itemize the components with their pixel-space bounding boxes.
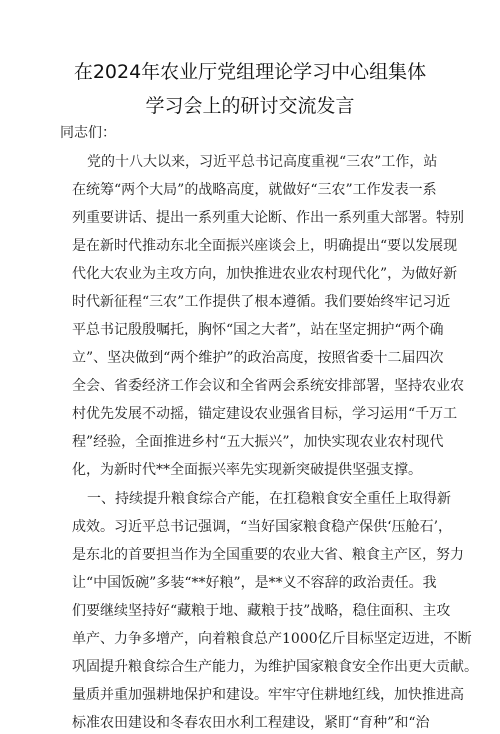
- paragraph-1-line-6: 时代新征程“三农”工作提供了根本遵循。我们要始终牢记习近: [72, 294, 451, 310]
- paragraph-2-line-3: 是东北的首要担当作为全国重要的农业大省、粮食主产区，努力: [72, 547, 464, 563]
- paragraph-2-line-1: 一、持续提升粮食综合产能，在扛稳粮食安全重任上取得新: [87, 491, 451, 507]
- paragraph-2-line-5: 们要继续坚持好“藏粮于地、藏粮于技”战略，稳住面积、主攻: [72, 603, 451, 619]
- document-title-line-1: 在2024年农业厅党组理论学习中心组集体: [73, 61, 427, 83]
- paragraph-2-line-4: 让“中国饭碗”多装“**好粮”，是**义不容辞的政治责任。我: [72, 575, 437, 591]
- paragraph-1-line-4: 是在新时代推动东北全面振兴座谈会上，明确提出“要以发展现: [72, 238, 458, 254]
- paragraph-1-line-8: 立”、坚决做到“两个维护”的政治高度，按照省委十二届四次: [72, 350, 444, 366]
- paragraph-2-line-6: 单产、力争多增产，向着粮食总产1000亿斤目标坚定迈进，不断: [72, 631, 472, 647]
- paragraph-2-line-8: 量质并重加强耕地保护和建设。牢牢守住耕地红线，加快推进高: [72, 687, 464, 703]
- paragraph-1-line-1: 党的十八大以来，习近平总书记高度重视“三农”工作，站: [87, 154, 438, 170]
- paragraph-2-line-9: 标准农田建设和冬春农田水利工程建设，紧盯“育种”和“治: [72, 715, 430, 731]
- paragraph-1-line-7: 平总书记殷殷嘱托，胸怀“国之大者”，站在坚定拥护“两个确: [72, 322, 444, 338]
- paragraph-1-line-5: 代化大农业为主攻方向，加快推进农业农村现代化”，为做好新: [72, 266, 458, 282]
- paragraph-1-line-11: 程”经验，全面推进乡村“五大振兴”，加快实现农业农村现代: [72, 434, 444, 450]
- paragraph-1-line-12: 化，为新时代**全面振兴率先实现新突破提供坚强支撑。: [72, 462, 422, 478]
- paragraph-1-line-9: 全会、省委经济工作会议和全省两会系统安排部署，坚持农业农: [72, 378, 464, 394]
- paragraph-1-line-3: 列重要讲话、提出一系列重大论断、作出一系列重大部署。特别: [72, 210, 464, 226]
- paragraph-2-line-7: 巩固提升粮食综合生产能力，为维护国家粮食安全作出更大贡献。: [72, 659, 478, 675]
- paragraph-2-line-2: 成效。习近平总书记强调，“当好国家粮食稳产保供‘压舱石’，: [72, 519, 453, 535]
- greeting: 同志们：: [60, 125, 116, 141]
- document-title-line-2: 学习会上的研讨交流发言: [145, 95, 355, 117]
- paragraph-1-line-2: 在统筹“两个大局”的战略高度，就做好“三农”工作发表一系: [72, 182, 437, 198]
- paragraph-1-line-10: 村优先发展不动摇，锚定建设农业强省目标，学习运用“千万工: [72, 406, 458, 422]
